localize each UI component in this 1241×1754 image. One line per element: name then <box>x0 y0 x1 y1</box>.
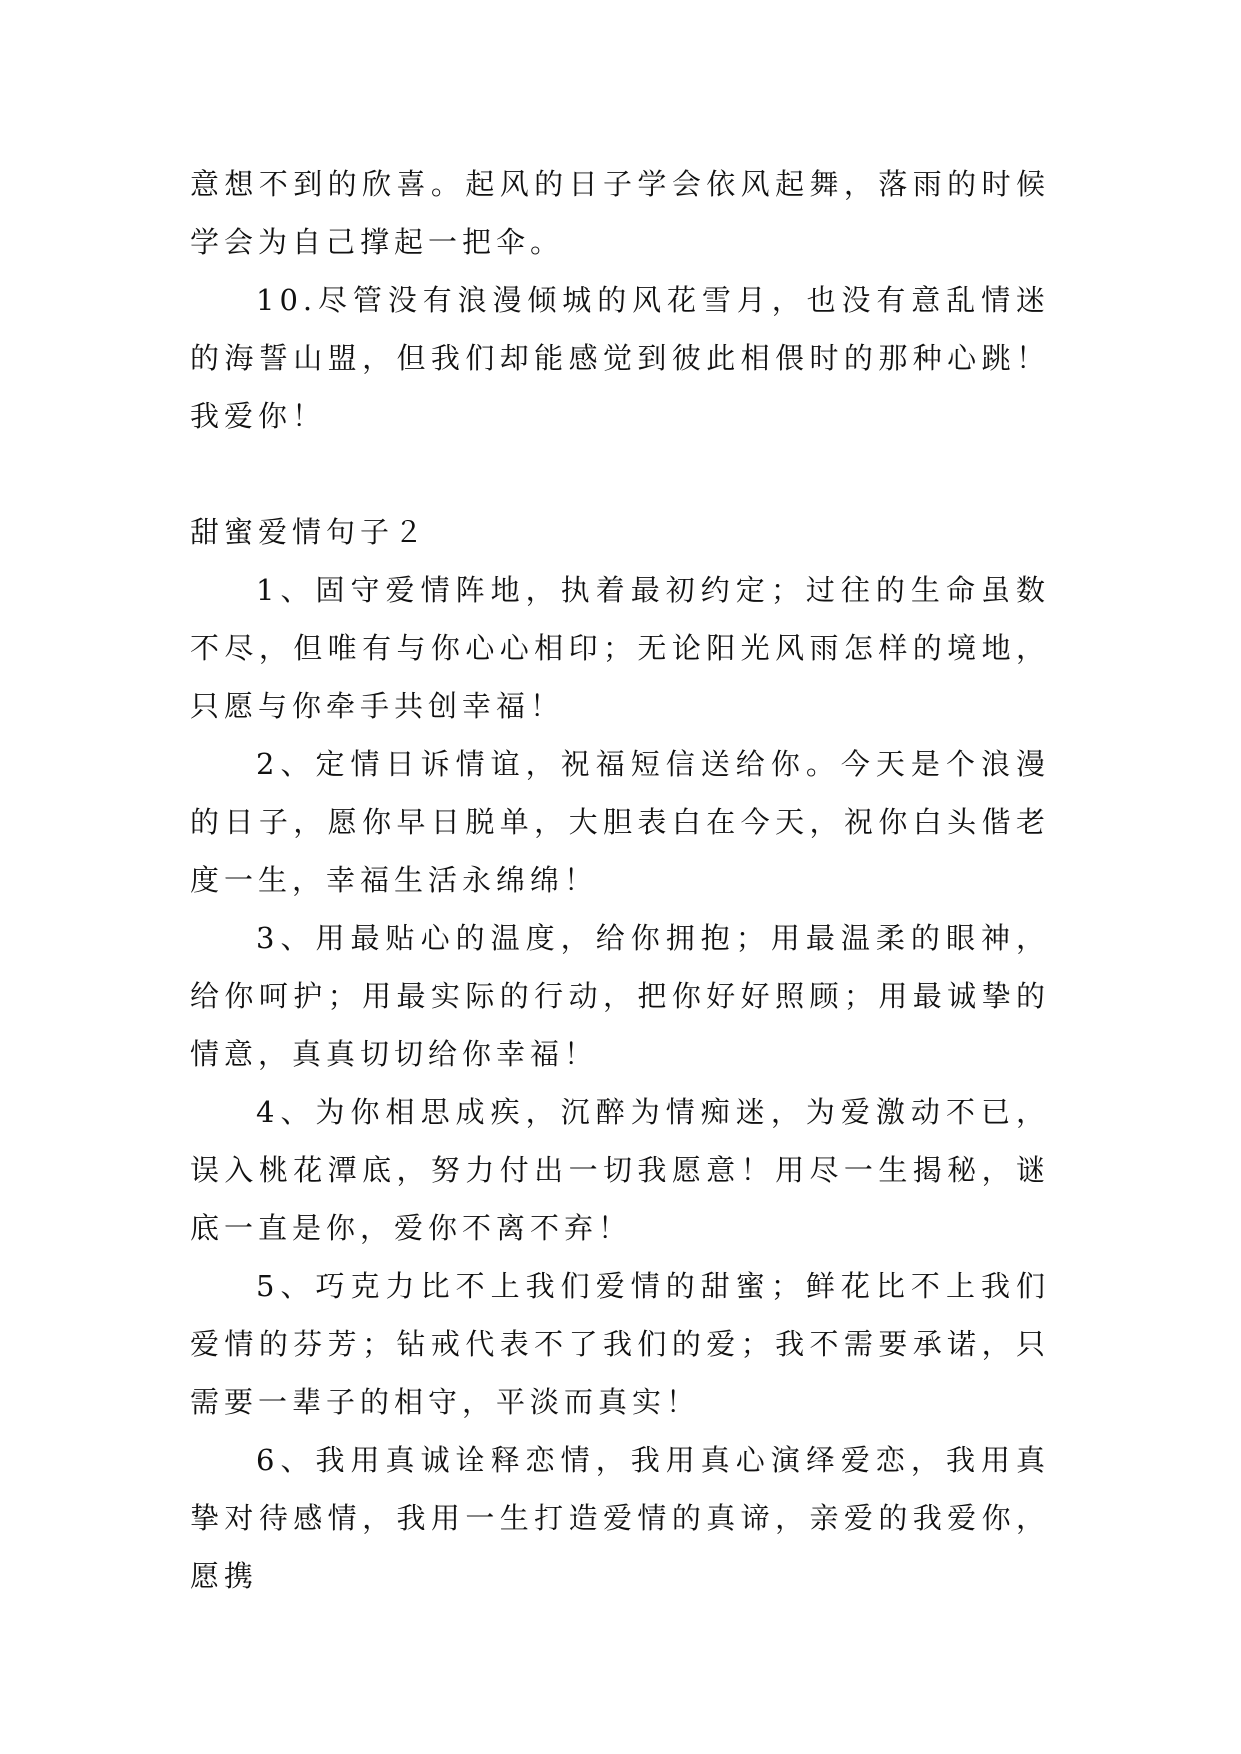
list-item: 5、巧克力比不上我们爱情的甜蜜；鲜花比不上我们爱情的芬芳；钻戒代表不了我们的爱；我不需要承诺，只需要一辈子的相守，平淡而真实！ <box>190 1269 1050 1419</box>
document-body <box>190 155 1050 1605</box>
continuation-paragraph: 意想不到的欣喜。起风的日子学会依风起舞，落雨的时候学会为自己撑起一把伞。 <box>190 167 1050 259</box>
section-title: 甜蜜爱情句子２ <box>190 515 429 549</box>
list-item: 6、我用真诚诠释恋情，我用真心演绎爱恋，我用真挚对待感情，我用一生打造爱情的真谛，亲爱的我爱你，愿携 <box>190 1443 1050 1593</box>
item-10-paragraph: 10.尽管没有浪漫倾城的风花雪月，也没有意乱情迷的海誓山盟，但我们却能感觉到彼此相偎时的那种心跳！我爱你！ <box>190 283 1050 433</box>
list-item: 4、为你相思成疾，沉醉为情痴迷，为爱激动不已，误入桃花潭底，努力付出一切我愿意！用尽一生揭秘，谜底一直是你，爱你不离不弃！ <box>190 1095 1050 1245</box>
list-item: 2、定情日诉情谊，祝福短信送给你。今天是个浪漫的日子，愿你早日脱单，大胆表白在今天，祝你白头偕老度一生，幸福生活永绵绵！ <box>190 747 1050 897</box>
list-item: 1、固守爱情阵地，执着最初约定；过往的生命虽数不尽，但唯有与你心心相印；无论阳光风雨怎样的境地，只愿与你牵手共创幸福！ <box>190 573 1050 723</box>
list-item: 3、用最贴心的温度，给你拥抱；用最温柔的眼神，给你呵护；用最实际的行动，把你好好照顾；用最诚挚的情意，真真切切给你幸福！ <box>190 921 1050 1071</box>
